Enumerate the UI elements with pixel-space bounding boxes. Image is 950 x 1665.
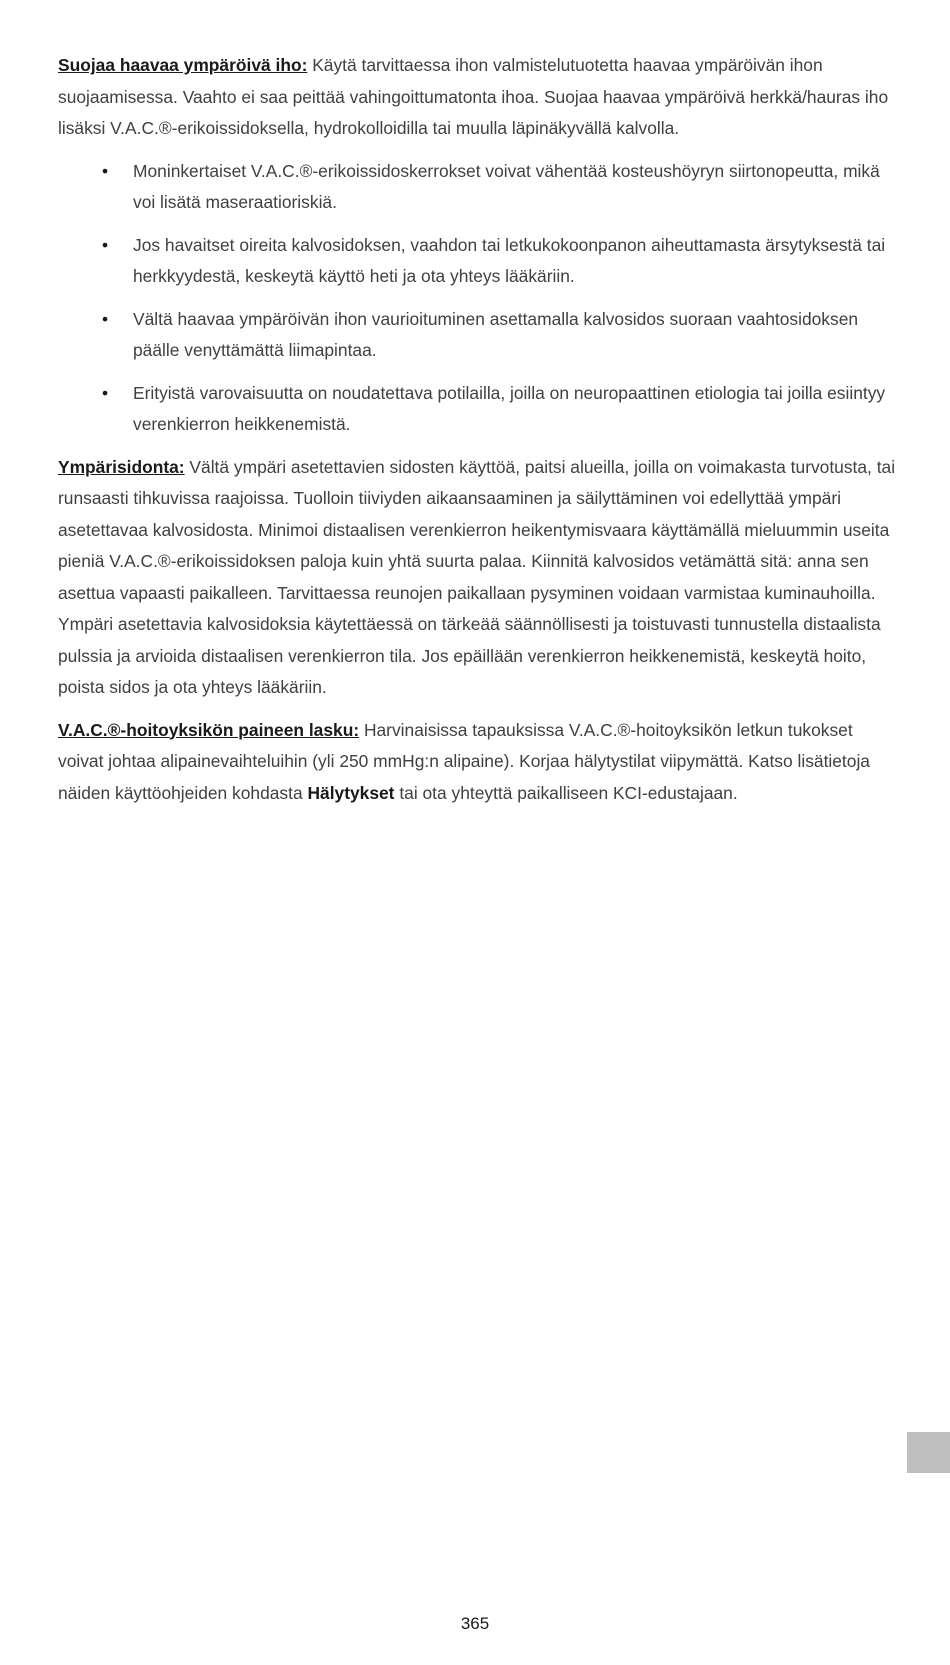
list-item-text: Jos havaitset oireita kalvosidoksen, vaahdon tai letkukokoonpanon aiheuttamasta ärsytyksestä tai herkkyydestä, keskeytä käyttö heti ja ota yhteys lääkäriin. (133, 234, 886, 286)
bullet-icon: • (102, 234, 109, 255)
circumferential-dressing-text: Vältä ympäri asetettavien sidosten käyttöä, paitsi alueilla, joilla on voimakasta turvotusta, tai runsaasti tihkuvissa raajoissa. Tuolloin tiiviyden aikaansaaminen ja säilyttäminen voi edellyttää ympäri asetettavaa kalvosidosta. Minimoi distaalisen verenkierron heikentymisvaara käyttämällä mieluummin useita pieniä V.A.C.®-erikoissidoksen paloja kuin yhtä suurta palaa. Kiinnitä kalvosidos vetämättä sitä: anna sen asettua vapaasti paikalleen. Tarvittaessa reunojen paikallaan pysyminen voidaan varmistaa kuminauhoilla. Ympäri asetettavia kalvosidoksia käytettäessä on tärkeää säännöllisesti ja toistuvasti tunnustella distaalista pulssia ja arvioida distaalisen verenkierron tila. Jos epäillään verenkierron heikkenemistä, keskeytä hoito, poista sidos ja ota yhteys lääkäriin. (58, 456, 896, 697)
pressure-drop-heading: V.A.C.®-hoitoyksikön paineen lasku: (58, 719, 360, 740)
pressure-drop-text: Harvinaisissa tapauksissa V.A.C.®-hoitoyksikön letkun tukokset voivat johtaa alipainevaihteluihin (yli 250 mmHg:n alipaine). Korjaa hälytystilat viipymättä. Katso lisätietoja näiden käyttöohjeiden kohdasta (58, 719, 870, 803)
circumferential-dressing-heading: Ympärisidonta: (58, 456, 185, 477)
list-item-text: Vältä haavaa ympäröivän ihon vaurioituminen asettamalla kalvosidos suoraan vaahtosidoksen päälle venyttämättä liimapintaa. (133, 308, 859, 360)
skin-protection-paragraph (58, 50, 898, 145)
list-item-text: Moninkertaiset V.A.C.®-erikoissidoskerrokset voivat vähentää kosteushöyryn siirtonopeutta, mikä voi lisätä maseraatioriskiä. (133, 160, 880, 212)
list-item (58, 378, 898, 441)
bullet-icon: • (102, 160, 109, 181)
circumferential-dressing-paragraph (58, 452, 898, 704)
pressure-drop-text-end: tai ota yhteyttä paikalliseen KCI-edustajaan. (394, 782, 738, 803)
skin-protection-heading: Suojaa haavaa ympäröivä iho: (58, 55, 308, 75)
page-number: 365 (460, 1614, 490, 1633)
alarms-reference: Hälytykset (307, 782, 395, 803)
section-tab-marker (907, 1432, 950, 1473)
list-item (58, 230, 898, 293)
bullet-icon: • (102, 308, 109, 329)
skin-protection-text: Käytä tarvittaessa ihon valmistelutuotetta haavaa ympäröivän ihon suojaamisessa. Vaahto ei saa peittää vahingoittumatonta ihoa. Suojaa haavaa ympäröivä herkkä/hauras iho lisäksi V.A.C.®-erikoissidoksella, hydrokolloidilla tai muulla läpinäkyvällä kalvolla. (58, 55, 889, 138)
precaution-list (58, 156, 898, 441)
bullet-icon: • (102, 382, 109, 403)
pressure-drop-paragraph (58, 715, 898, 810)
list-item (58, 156, 898, 219)
list-item-text: Erityistä varovaisuutta on noudatettava potilailla, joilla on neuropaattinen etiologia tai joilla esiintyy verenkierron heikkenemistä. (133, 382, 886, 434)
page-content (58, 50, 898, 820)
list-item (58, 304, 898, 367)
